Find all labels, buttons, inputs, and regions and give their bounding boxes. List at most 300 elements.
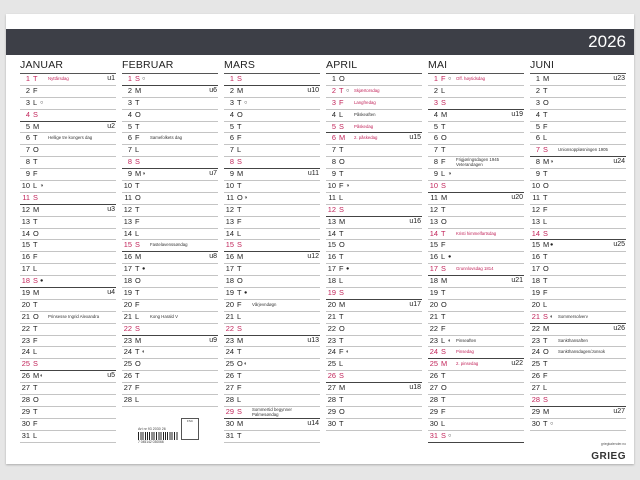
day-row[interactable] <box>530 110 626 122</box>
weekday-letter: L <box>237 145 242 155</box>
day-row[interactable] <box>122 193 218 205</box>
year-label: 2026 <box>588 32 626 51</box>
weekday-letter: O <box>33 311 39 321</box>
weekday-letter: O <box>441 383 447 393</box>
day-number: 4 <box>127 109 132 119</box>
day-row[interactable] <box>122 312 218 324</box>
day-row[interactable] <box>224 431 320 443</box>
day-row[interactable] <box>530 229 626 241</box>
weekday-letter: T <box>543 169 548 179</box>
day-row[interactable] <box>428 122 524 134</box>
day-row[interactable] <box>428 336 524 348</box>
week-number: u9 <box>209 336 217 344</box>
day-number: 16 <box>429 252 438 262</box>
event-text: Prinsesse Ingrid Alexandra <box>48 313 100 319</box>
day-row[interactable] <box>224 122 320 134</box>
weekday-letter: S <box>441 347 446 357</box>
day-row[interactable] <box>122 133 218 145</box>
day-number: 7 <box>535 145 540 155</box>
day-row[interactable] <box>224 419 320 431</box>
day-event <box>456 336 476 347</box>
day-row[interactable] <box>20 359 116 371</box>
weekday-letter: L <box>135 228 140 238</box>
day-row[interactable] <box>20 407 116 419</box>
day-row[interactable] <box>224 359 320 371</box>
day-row[interactable] <box>428 110 524 122</box>
day-number: 15 <box>429 240 438 250</box>
day-row[interactable] <box>326 240 422 252</box>
day-row[interactable] <box>224 371 320 383</box>
day-row[interactable] <box>428 252 524 264</box>
weekday-letter: O <box>237 109 243 119</box>
weekday-letter: S <box>339 121 344 131</box>
day-row[interactable] <box>122 157 218 169</box>
day-row[interactable] <box>530 193 626 205</box>
day-row[interactable] <box>122 181 218 193</box>
day-row[interactable] <box>428 324 524 336</box>
day-number: 28 <box>21 395 30 405</box>
day-number: 10 <box>531 181 540 191</box>
day-number: 15 <box>327 240 336 250</box>
day-number: 17 <box>123 264 132 274</box>
weekday-letter: L <box>441 169 446 179</box>
day-row[interactable] <box>530 217 626 229</box>
day-row[interactable] <box>428 347 524 359</box>
month-column <box>122 59 218 407</box>
weekday-letter: T <box>33 157 38 167</box>
weekday-letter: S <box>33 109 38 119</box>
day-row[interactable] <box>20 419 116 431</box>
barcode-icon <box>138 432 178 440</box>
weekday-letter: O <box>339 323 345 333</box>
day-row[interactable] <box>20 110 116 122</box>
weekday-letter: F <box>33 85 38 95</box>
day-row[interactable] <box>428 431 524 443</box>
day-row[interactable] <box>530 312 626 324</box>
weekday-letter: M <box>33 121 40 131</box>
day-row[interactable] <box>326 193 422 205</box>
event-text: Nyttårsdag <box>48 76 69 81</box>
day-row[interactable] <box>326 312 422 324</box>
day-number: 14 <box>123 228 132 238</box>
day-number: 12 <box>327 204 336 214</box>
day-number: 7 <box>331 145 336 155</box>
day-row[interactable] <box>326 86 422 98</box>
day-number: 5 <box>229 121 234 131</box>
day-number: 29 <box>327 406 336 416</box>
day-number: 15 <box>531 240 540 250</box>
weekday-letter: O <box>339 157 345 167</box>
day-row[interactable] <box>224 276 320 288</box>
day-row[interactable] <box>122 359 218 371</box>
day-row[interactable] <box>530 347 626 359</box>
day-row[interactable] <box>326 419 422 431</box>
day-row[interactable] <box>428 205 524 217</box>
day-number: 21 <box>225 311 234 321</box>
day-row[interactable] <box>20 205 116 217</box>
day-row[interactable] <box>326 252 422 264</box>
weekday-letter: F <box>237 299 242 309</box>
day-row[interactable] <box>530 86 626 98</box>
day-event <box>558 336 588 347</box>
weekday-letter: T <box>441 145 446 155</box>
event-text: Kristi himmelfartsdag <box>456 230 497 236</box>
weekday-letter: O <box>237 359 243 369</box>
day-number: 29 <box>429 406 438 416</box>
day-row[interactable] <box>530 169 626 181</box>
day-row[interactable] <box>530 288 626 300</box>
day-number: 22 <box>327 323 336 333</box>
day-row[interactable] <box>530 133 626 145</box>
day-row[interactable] <box>428 300 524 312</box>
day-number: 24 <box>429 347 438 357</box>
day-row[interactable] <box>122 98 218 110</box>
day-row[interactable] <box>224 229 320 241</box>
day-row[interactable] <box>224 288 320 300</box>
day-row[interactable] <box>530 336 626 348</box>
day-event <box>456 158 499 167</box>
day-row[interactable] <box>20 229 116 241</box>
day-row[interactable] <box>224 264 320 276</box>
weekday-letter: M <box>339 133 346 143</box>
day-row[interactable] <box>530 383 626 395</box>
weekday-letter: O <box>135 276 141 286</box>
day-row[interactable] <box>122 383 218 395</box>
day-row[interactable] <box>122 300 218 312</box>
day-row[interactable] <box>122 122 218 134</box>
day-row[interactable] <box>20 157 116 169</box>
day-number: 1 <box>331 74 336 83</box>
day-row[interactable] <box>20 347 116 359</box>
day-row[interactable] <box>20 312 116 324</box>
day-row[interactable] <box>20 264 116 276</box>
day-row[interactable] <box>122 276 218 288</box>
day-number: 24 <box>123 347 132 357</box>
weekday-letter: T <box>237 121 242 131</box>
day-row[interactable] <box>122 145 218 157</box>
day-row[interactable] <box>530 324 626 336</box>
weekday-letter: T <box>543 192 548 202</box>
day-number: 13 <box>225 216 234 226</box>
day-row[interactable] <box>530 252 626 264</box>
day-row[interactable] <box>326 395 422 407</box>
day-number: 31 <box>225 430 234 440</box>
day-row[interactable] <box>530 240 626 252</box>
day-number: 2 <box>433 85 438 95</box>
day-row[interactable] <box>122 169 218 181</box>
event-text-secondary: Palmesøndag <box>252 411 279 417</box>
day-row[interactable] <box>530 419 626 431</box>
weekday-letter: O <box>543 181 549 191</box>
weekday-letter: L <box>33 181 38 191</box>
day-row[interactable] <box>224 407 320 419</box>
weekday-letter: F <box>339 264 344 274</box>
day-row[interactable] <box>224 395 320 407</box>
day-row[interactable] <box>20 431 116 443</box>
day-row[interactable] <box>326 169 422 181</box>
day-row[interactable] <box>428 407 524 419</box>
weekday-letter: M <box>237 169 244 179</box>
day-number: 23 <box>429 335 438 345</box>
fsc-logo <box>181 418 199 440</box>
day-row[interactable] <box>20 383 116 395</box>
day-row[interactable] <box>122 288 218 300</box>
weekday-letter: T <box>33 323 38 333</box>
day-row[interactable] <box>20 240 116 252</box>
day-row[interactable] <box>122 336 218 348</box>
day-row[interactable] <box>122 86 218 98</box>
day-row[interactable] <box>428 145 524 157</box>
day-row[interactable] <box>326 288 422 300</box>
day-row[interactable] <box>122 264 218 276</box>
month-name: JUNI <box>530 59 555 71</box>
day-row[interactable] <box>530 264 626 276</box>
weekday-letter: O <box>543 264 549 274</box>
day-row[interactable] <box>122 371 218 383</box>
day-row[interactable] <box>224 98 320 110</box>
day-row[interactable] <box>224 252 320 264</box>
day-row[interactable] <box>428 419 524 431</box>
day-row[interactable] <box>20 276 116 288</box>
moon-phase-icon: ○ <box>346 87 350 94</box>
day-row[interactable] <box>326 383 422 395</box>
day-row[interactable] <box>326 371 422 383</box>
day-row[interactable] <box>428 371 524 383</box>
moon-phase-icon: ○ <box>448 432 452 439</box>
weekday-letter: T <box>237 430 242 440</box>
day-row[interactable] <box>428 312 524 324</box>
day-row[interactable] <box>428 169 524 181</box>
day-row[interactable] <box>428 217 524 229</box>
day-row[interactable] <box>326 157 422 169</box>
day-number: 21 <box>429 311 438 321</box>
weekday-letter: F <box>135 216 140 226</box>
weekday-letter: T <box>33 216 38 226</box>
day-row[interactable] <box>530 205 626 217</box>
day-row[interactable] <box>530 395 626 407</box>
day-row[interactable] <box>122 74 218 86</box>
day-row[interactable] <box>530 122 626 134</box>
day-row[interactable] <box>530 145 626 157</box>
day-row[interactable] <box>122 252 218 264</box>
day-row[interactable] <box>428 395 524 407</box>
day-row[interactable] <box>326 300 422 312</box>
day-event <box>354 110 376 121</box>
weekday-letter: S <box>237 406 242 416</box>
day-event <box>48 312 99 323</box>
day-row[interactable] <box>224 169 320 181</box>
day-row[interactable] <box>428 98 524 110</box>
day-row[interactable] <box>20 86 116 98</box>
day-number: 22 <box>225 323 234 333</box>
day-row[interactable] <box>326 145 422 157</box>
day-row[interactable] <box>530 371 626 383</box>
day-row[interactable] <box>428 264 524 276</box>
week-number: u1 <box>107 75 115 82</box>
day-row[interactable] <box>224 336 320 348</box>
weekday-letter: O <box>543 347 549 357</box>
day-row[interactable] <box>224 157 320 169</box>
day-number: 6 <box>331 133 336 143</box>
day-row[interactable] <box>122 240 218 252</box>
year-header-bar <box>6 29 634 55</box>
day-row[interactable] <box>530 157 626 169</box>
weekday-letter: S <box>237 74 242 83</box>
day-row[interactable] <box>122 347 218 359</box>
weekday-letter: T <box>543 418 548 428</box>
moon-phase-icon: ◑ <box>550 159 554 166</box>
day-row[interactable] <box>20 122 116 134</box>
day-row[interactable] <box>530 181 626 193</box>
day-row[interactable] <box>428 181 524 193</box>
event-text: Påskedag <box>354 123 374 129</box>
day-row[interactable] <box>20 98 116 110</box>
day-row[interactable] <box>326 217 422 229</box>
weekday-letter: L <box>135 145 140 155</box>
day-event <box>48 133 92 144</box>
day-row[interactable] <box>224 240 320 252</box>
day-row[interactable] <box>20 288 116 300</box>
day-row[interactable] <box>20 133 116 145</box>
event-text: Hellige tre kongers dag <box>48 135 93 141</box>
website-label: griegkalender.no <box>600 442 626 446</box>
day-row[interactable] <box>20 336 116 348</box>
day-row[interactable] <box>224 110 320 122</box>
day-number: 22 <box>21 323 30 333</box>
day-row[interactable] <box>428 276 524 288</box>
day-list <box>224 74 320 443</box>
day-row[interactable] <box>224 193 320 205</box>
weekday-letter: T <box>237 371 242 381</box>
day-row[interactable] <box>326 264 422 276</box>
weekday-letter: L <box>441 335 446 345</box>
day-row[interactable] <box>20 193 116 205</box>
month-name: MARS <box>224 59 256 71</box>
day-row[interactable] <box>326 122 422 134</box>
event-text: Fastelavenssøndag <box>150 242 188 248</box>
day-row[interactable] <box>428 74 524 86</box>
weekday-letter: M <box>135 169 142 179</box>
moon-phase-icon: ◑ <box>40 183 44 190</box>
day-row[interactable] <box>326 324 422 336</box>
day-row[interactable] <box>122 229 218 241</box>
day-row[interactable] <box>428 157 524 169</box>
day-row[interactable] <box>530 74 626 86</box>
weekday-letter: M <box>441 276 448 286</box>
day-row[interactable] <box>224 86 320 98</box>
day-row[interactable] <box>122 395 218 407</box>
day-row[interactable] <box>530 359 626 371</box>
week-number: u23 <box>613 75 625 82</box>
day-number: 28 <box>531 395 540 405</box>
day-row[interactable] <box>122 217 218 229</box>
day-row[interactable] <box>122 110 218 122</box>
day-number: 19 <box>123 288 132 298</box>
day-row[interactable] <box>530 98 626 110</box>
day-row[interactable] <box>20 169 116 181</box>
day-row[interactable] <box>326 336 422 348</box>
day-row[interactable] <box>428 193 524 205</box>
day-row[interactable] <box>20 145 116 157</box>
day-row[interactable] <box>224 133 320 145</box>
day-row[interactable] <box>20 300 116 312</box>
day-row[interactable] <box>224 300 320 312</box>
day-number: 6 <box>25 133 30 143</box>
day-row[interactable] <box>20 181 116 193</box>
weekday-letter: O <box>441 133 447 143</box>
day-row[interactable] <box>326 407 422 419</box>
day-row[interactable] <box>428 383 524 395</box>
day-row[interactable] <box>326 74 422 86</box>
day-row[interactable] <box>326 110 422 122</box>
weekday-letter: T <box>339 418 344 428</box>
day-number: 22 <box>429 323 438 333</box>
day-number: 21 <box>123 311 132 321</box>
day-row[interactable] <box>326 133 422 145</box>
day-row[interactable] <box>428 86 524 98</box>
day-row[interactable] <box>20 371 116 383</box>
week-number: u16 <box>409 217 421 225</box>
day-row[interactable] <box>428 240 524 252</box>
day-number: 21 <box>21 311 30 321</box>
day-row[interactable] <box>428 133 524 145</box>
day-row[interactable] <box>326 359 422 371</box>
weekday-letter: L <box>33 97 38 107</box>
day-row[interactable] <box>122 324 218 336</box>
day-row[interactable] <box>428 229 524 241</box>
day-number: 3 <box>331 97 336 107</box>
day-row[interactable] <box>326 98 422 110</box>
event-text: 2. pinsedag <box>456 361 479 367</box>
day-number: 13 <box>327 216 336 226</box>
weekday-letter: L <box>33 430 38 440</box>
day-row[interactable] <box>326 229 422 241</box>
day-row[interactable] <box>224 383 320 395</box>
day-row[interactable] <box>428 359 524 371</box>
day-row[interactable] <box>224 347 320 359</box>
day-row[interactable] <box>530 407 626 419</box>
day-row[interactable] <box>530 276 626 288</box>
day-row[interactable] <box>20 252 116 264</box>
day-row[interactable] <box>20 324 116 336</box>
day-row[interactable] <box>428 288 524 300</box>
day-row[interactable] <box>326 347 422 359</box>
weekday-letter: F <box>543 288 548 298</box>
day-row[interactable] <box>224 312 320 324</box>
day-number: 17 <box>531 264 540 274</box>
day-row[interactable] <box>224 324 320 336</box>
day-number: 24 <box>327 347 336 357</box>
day-row[interactable] <box>326 276 422 288</box>
day-row[interactable] <box>20 395 116 407</box>
day-row[interactable] <box>530 300 626 312</box>
day-row[interactable] <box>326 181 422 193</box>
day-row[interactable] <box>122 205 218 217</box>
day-number: 15 <box>123 240 132 250</box>
day-row[interactable] <box>224 217 320 229</box>
day-row[interactable] <box>224 145 320 157</box>
day-row[interactable] <box>224 181 320 193</box>
moon-phase-icon: ● <box>448 254 452 261</box>
day-event <box>456 229 496 240</box>
day-row[interactable] <box>224 205 320 217</box>
day-row[interactable] <box>20 217 116 229</box>
day-number: 19 <box>531 288 540 298</box>
weekday-letter: T <box>441 228 446 238</box>
day-row[interactable] <box>326 205 422 217</box>
day-row[interactable] <box>20 74 116 86</box>
day-row[interactable] <box>224 74 320 86</box>
